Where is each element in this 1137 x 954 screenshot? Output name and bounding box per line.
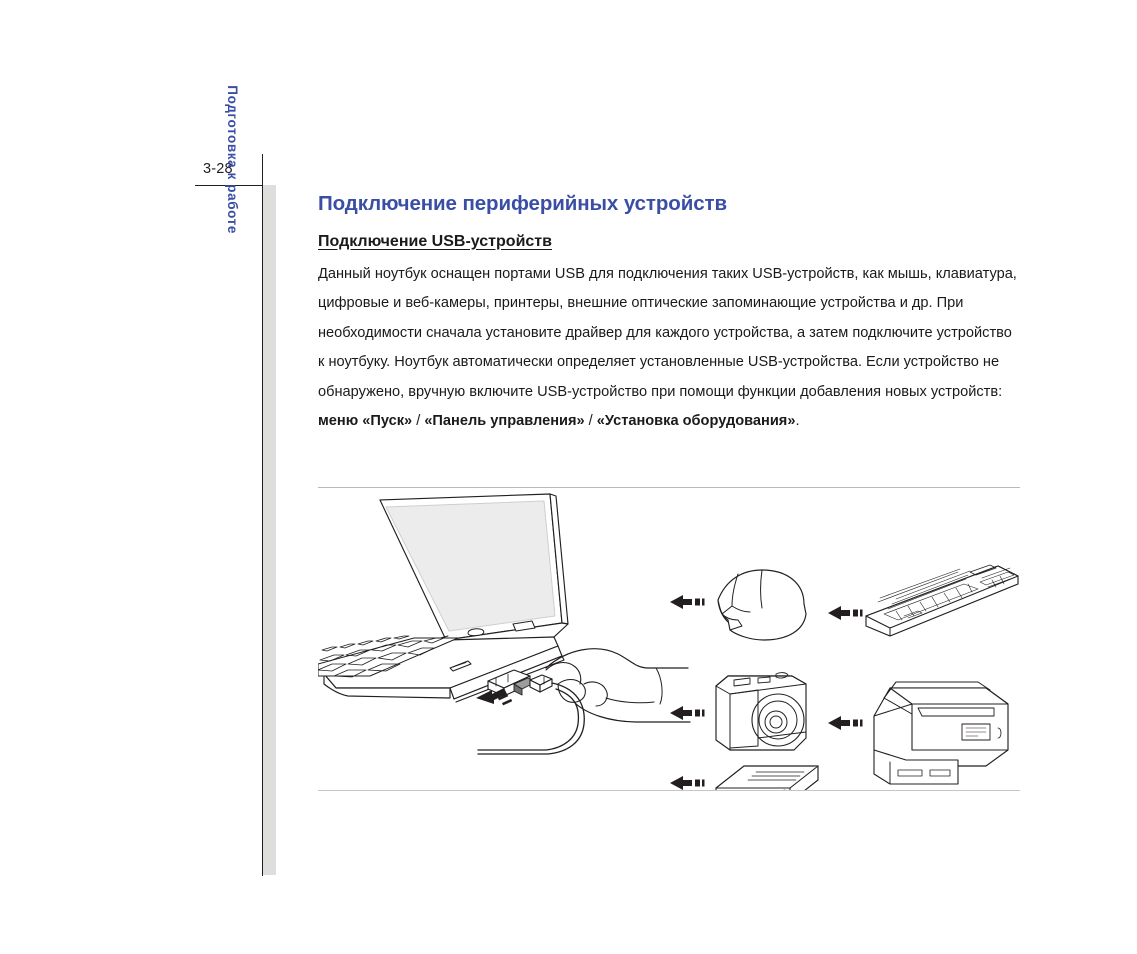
sidebar-chapter-band [263, 185, 276, 875]
figure-illustration [318, 488, 1020, 790]
figure-divider-bottom [318, 790, 1020, 791]
subsection-title: Подключение USB-устройств [318, 232, 552, 250]
menu-path-separator-2: / [584, 413, 597, 430]
menu-path-start: меню «Пуск» [318, 413, 413, 430]
sidebar-chapter-label: Подготовка к работе [225, 85, 240, 234]
arrow-icon-mouse [670, 595, 705, 609]
arrow-icon-keyboard [828, 606, 863, 620]
arrow-icon-camera [670, 706, 705, 720]
content-column [318, 192, 1020, 437]
page-number: 3-28 [203, 161, 233, 177]
arrow-icon-external-drive [670, 776, 705, 790]
paragraph-text-end: . [795, 413, 800, 430]
body-paragraph [318, 260, 1020, 437]
figure-usb-connection [318, 487, 1020, 792]
arrow-icon-printer [828, 716, 863, 730]
menu-path-separator-1: / [412, 413, 425, 430]
menu-path-add-hardware: «Установка оборудования» [596, 413, 796, 430]
page-title: Подключение периферийных устройств [318, 192, 727, 215]
menu-path-control-panel: «Панель управления» [424, 413, 585, 430]
paragraph-text-lead: Данный ноутбук оснащен портами USB для подключения таких USB-устройств, как мышь, клавиатура, цифровые и веб-камеры, принтеры, внешние оптические запоминающие устройства и др. При необходимости сначала установите драйвер для каждого устройства, а затем подключите устройство к ноутбуку. Ноутбук автоматически определяет установленные USB-устройства. Если устройство не обнаружено, вручную включите USB-устройство при помощи функции добавления новых устройств: [318, 265, 1017, 400]
